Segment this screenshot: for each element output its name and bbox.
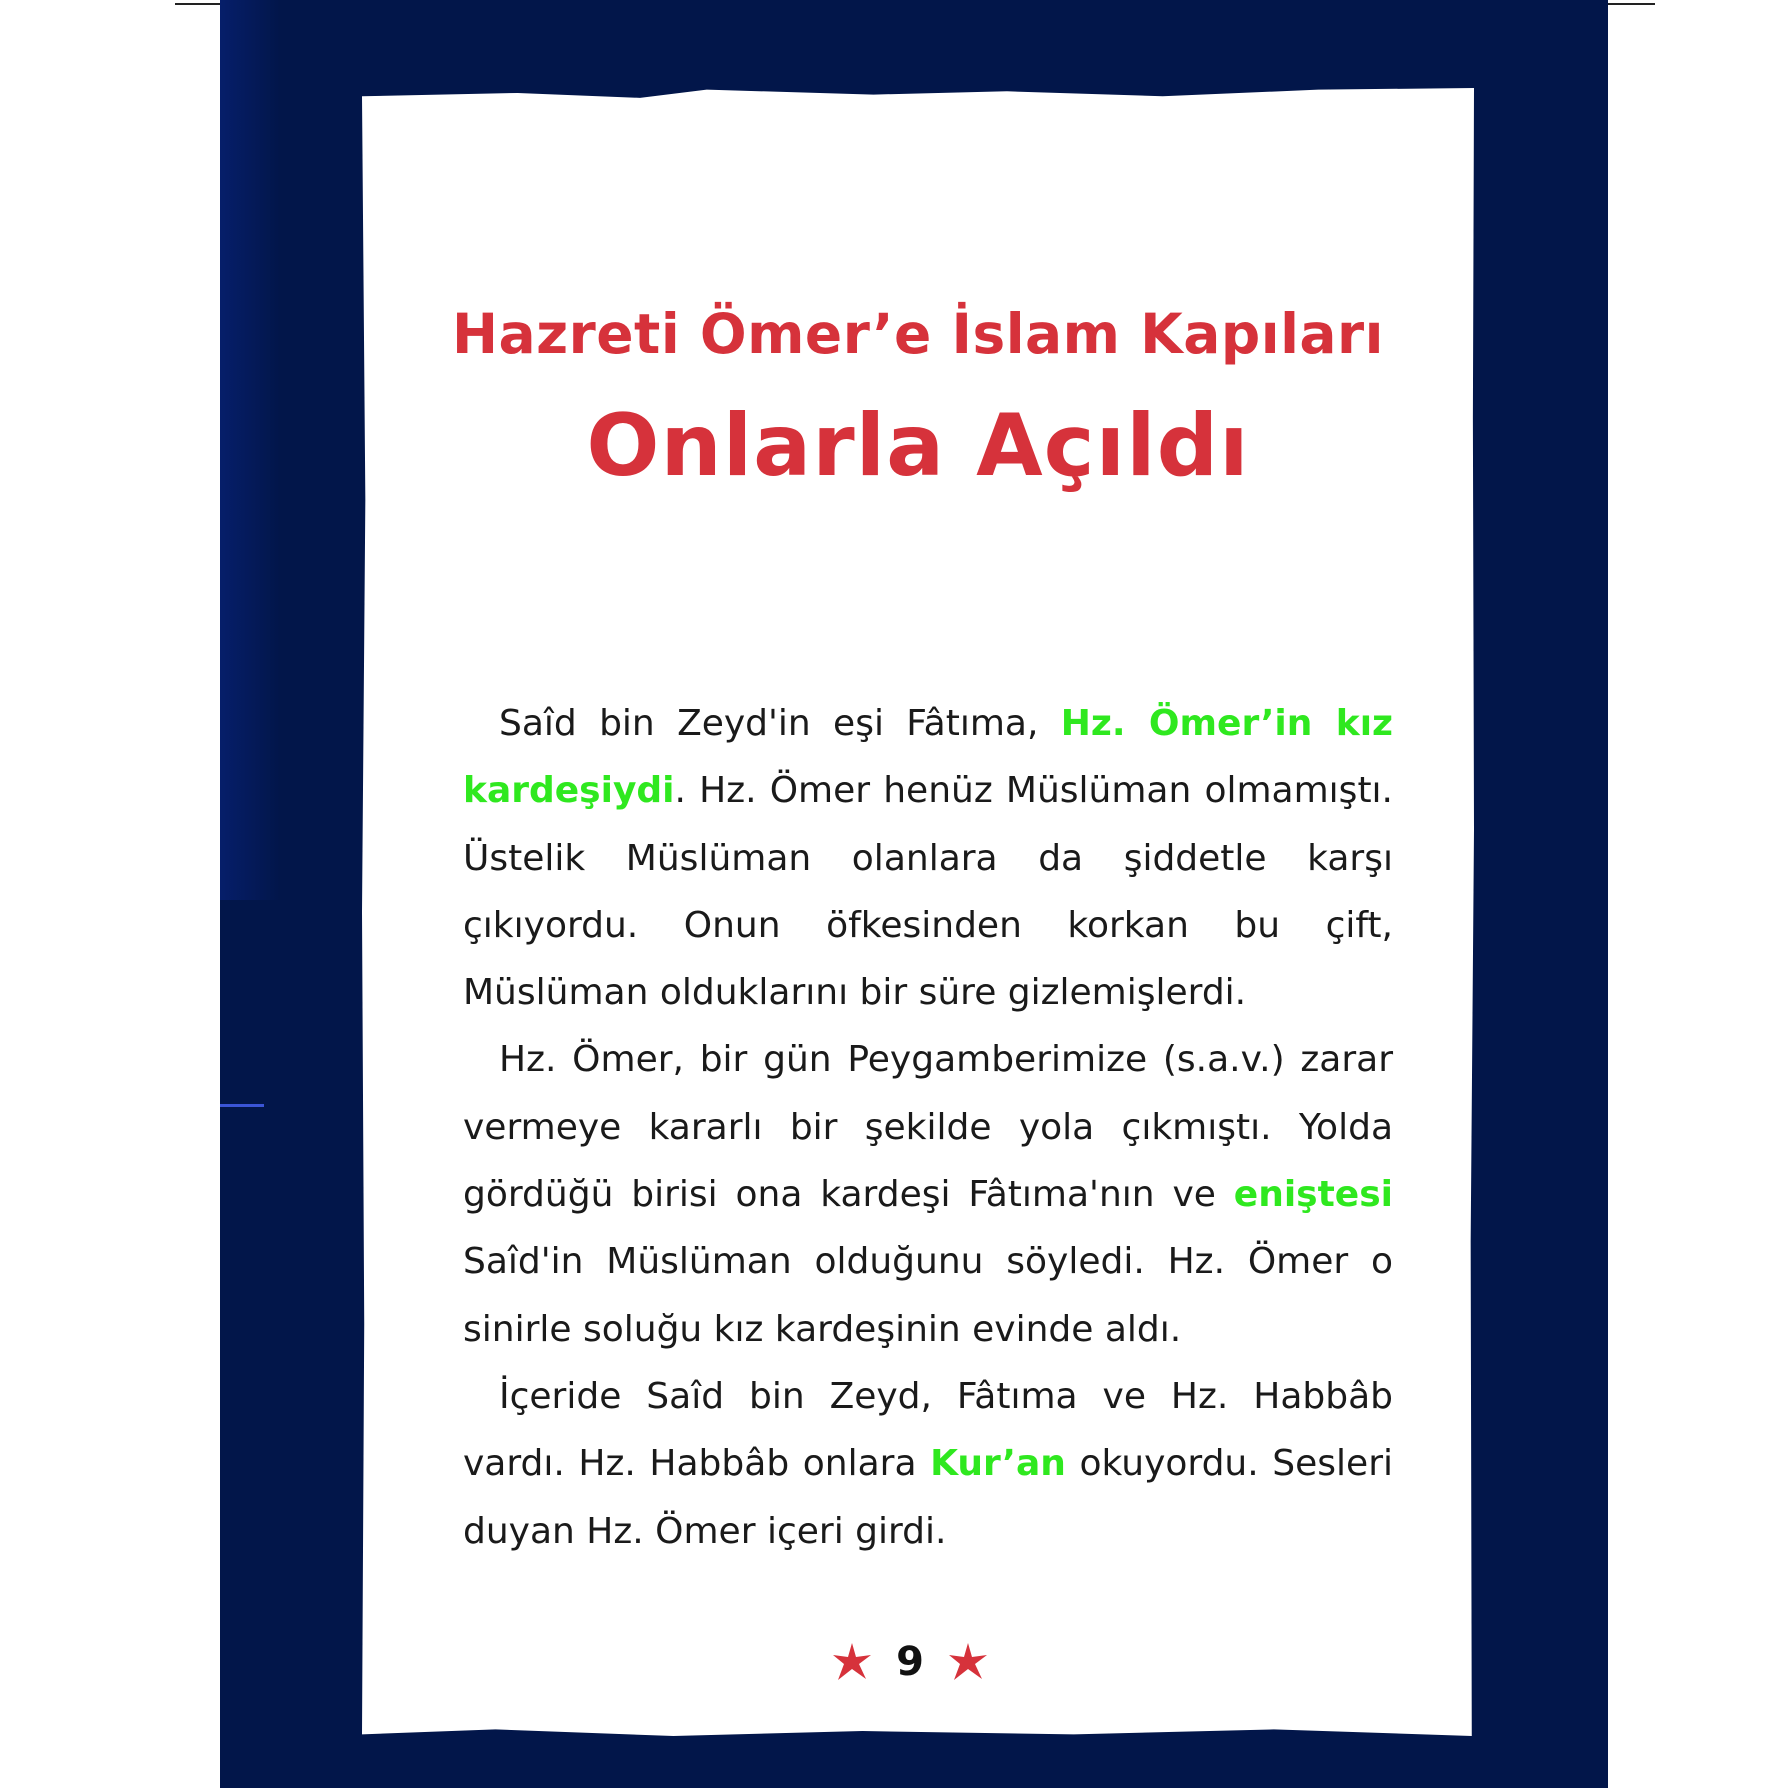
text-run: Saîd bin Zeyd'in eşi Fâtıma, (499, 703, 1061, 744)
paragraph (463, 1363, 1393, 1565)
star-icon (946, 1640, 990, 1684)
body-text (463, 690, 1393, 1565)
highlighted-phrase: Kur’an (930, 1443, 1066, 1485)
page-title-line-2: Onlarla Açıldı (586, 396, 1250, 496)
page-footer (820, 1632, 1000, 1692)
side-marker (220, 1104, 264, 1107)
star-icon (830, 1640, 874, 1684)
text-run: İçeride Saîd bin Zeyd, Fâtıma ve Hz. Habbâb vardı. Hz. Habbâb onlara (463, 1375, 1393, 1485)
highlighted-phrase: Hz. Ömer’in kız kardeşiydi (463, 703, 1393, 812)
paragraph (463, 690, 1393, 1026)
page-number: 9 (896, 1639, 924, 1685)
highlighted-phrase: eniştesi (1233, 1174, 1393, 1216)
text-run: . Hz. Ömer henüz Müslüman olmamıştı. Üstelik Müslüman olanlara da şiddetle karşı çıkıyordu. Onun öfkesinden korkan bu çift, Müslüman olduklarını bir süre gizlemişlerdi. (463, 770, 1393, 1014)
paragraph (463, 1026, 1393, 1362)
text-run: Hz. Ömer, bir gün Peygamberimize (s.a.v.) zarar vermeye kararlı bir şekilde yola çıkmıştı. Yolda gördüğü birisi ona kardeşi Fâtıma'nın ve (463, 1039, 1393, 1216)
frame-shade (220, 0, 280, 900)
crop-mark-left (175, 3, 220, 5)
page-title-line-1: Hazreti Ömer’e İslam Kapıları (451, 302, 1385, 366)
text-run: Saîd'in Müslüman olduğunu söyledi. Hz. Ömer o sinirle soluğu kız kardeşinin evinde aldı. (463, 1241, 1393, 1350)
crop-mark-right (1608, 3, 1655, 5)
text-run: okuyordu. Sesleri duyan Hz. Ömer içeri girdi. (463, 1443, 1393, 1552)
